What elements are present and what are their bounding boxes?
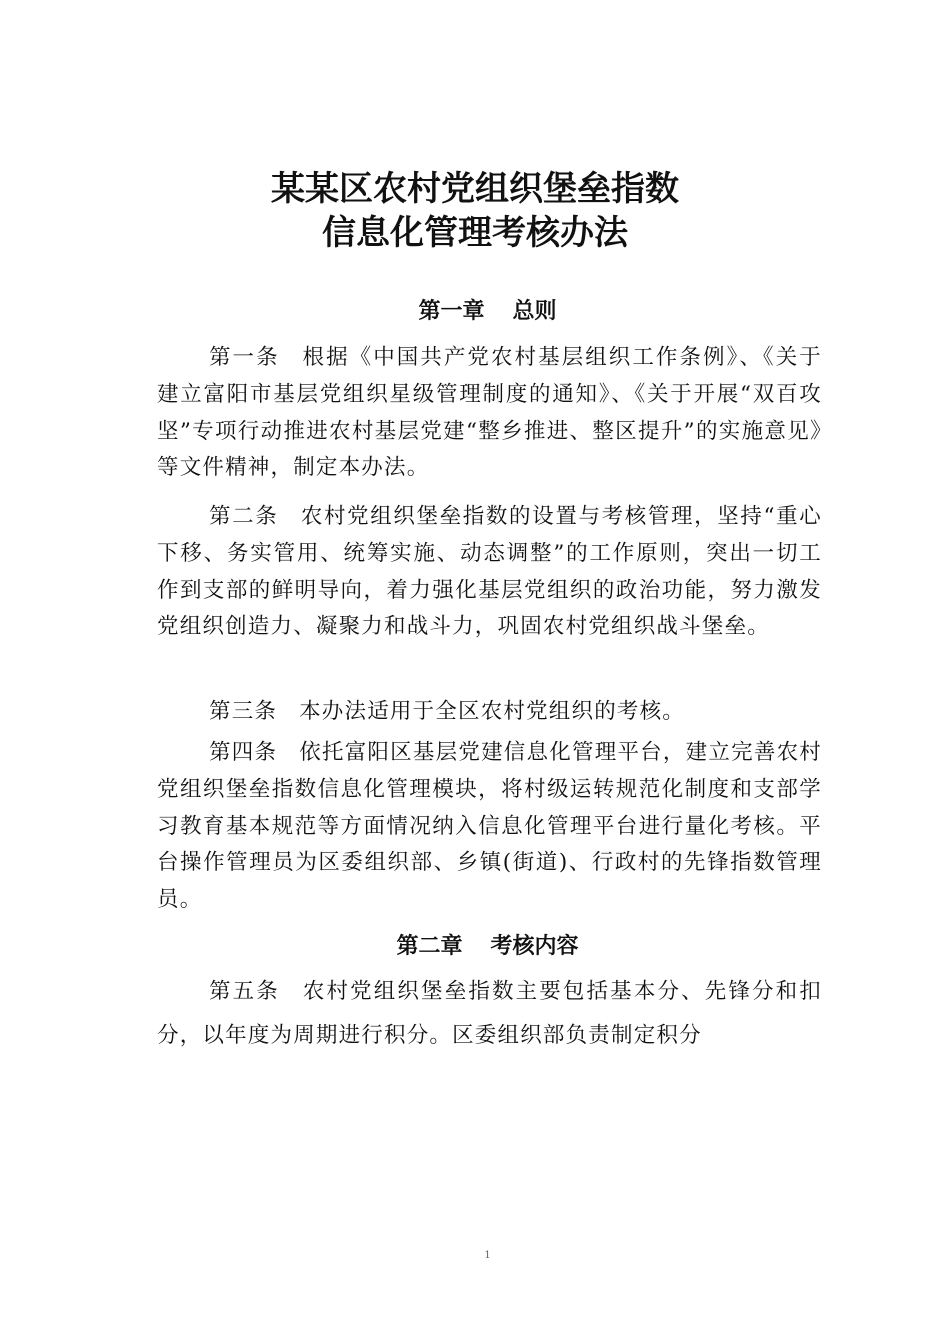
chapter-2-heading — [0, 932, 950, 962]
chapter-1-number: 第一章 — [418, 299, 485, 324]
article-1-text: 根据《中国共产党农村基层组织工作条例》、《关于建立富阳市基层党组织星级管理制度的通知》、《关于开展“双百攻坚”专项行动推进农村基层党建“整乡推进、整区提升”的实施意见》等文件精神，制定本办法。 — [157, 345, 822, 481]
document-title-line-1: 某某区农村党组织堡垒指数 — [271, 169, 679, 209]
article-3 — [157, 694, 822, 731]
article-2 — [157, 499, 822, 646]
chapter-2-number: 第二章 — [396, 934, 463, 959]
article-5-text: 农村党组织堡垒指数主要包括基本分、先锋分和扣分，以年度为周期进行积分。区委组织部负责制定积分 — [157, 979, 822, 1048]
article-3-text: 本办法适用于全区农村党组织的考核。 — [299, 699, 686, 724]
chapter-1-name: 总则 — [512, 299, 557, 324]
article-4 — [157, 735, 822, 919]
article-2-text: 农村党组织堡垒指数的设置与考核管理，坚持“重心下移、务实管用、统筹实施、动态调整”的工作原则，突出一切工作到支部的鲜明导向，着力强化基层党组织的政治功能，努力激发党组织创造力、凝聚力和战斗力，巩固农村党组织战斗堡垒。 — [157, 504, 822, 640]
document-title-line-2: 信息化管理考核办法 — [322, 213, 628, 253]
article-5 — [157, 970, 822, 1058]
article-5-number: 第五条 — [209, 979, 280, 1004]
chapter-1-heading — [0, 297, 950, 327]
article-4-text: 依托富阳区基层党建信息化管理平台，建立完善农村党组织堡垒指数信息化管理模块，将村级运转规范化制度和支部学习教育基本规范等方面情况纳入信息化管理平台进行量化考核。平台操作管理员为区委组织部、乡镇(街道)、行政村的先锋指数管理员。 — [157, 740, 822, 913]
article-1 — [157, 340, 822, 487]
article-2-number: 第二条 — [209, 504, 279, 529]
article-4-number: 第四条 — [209, 740, 278, 765]
article-3-number: 第三条 — [209, 699, 278, 724]
article-1-number: 第一条 — [209, 345, 280, 370]
page-number: 1 — [484, 1250, 491, 1261]
chapter-2-name: 考核内容 — [490, 934, 579, 959]
